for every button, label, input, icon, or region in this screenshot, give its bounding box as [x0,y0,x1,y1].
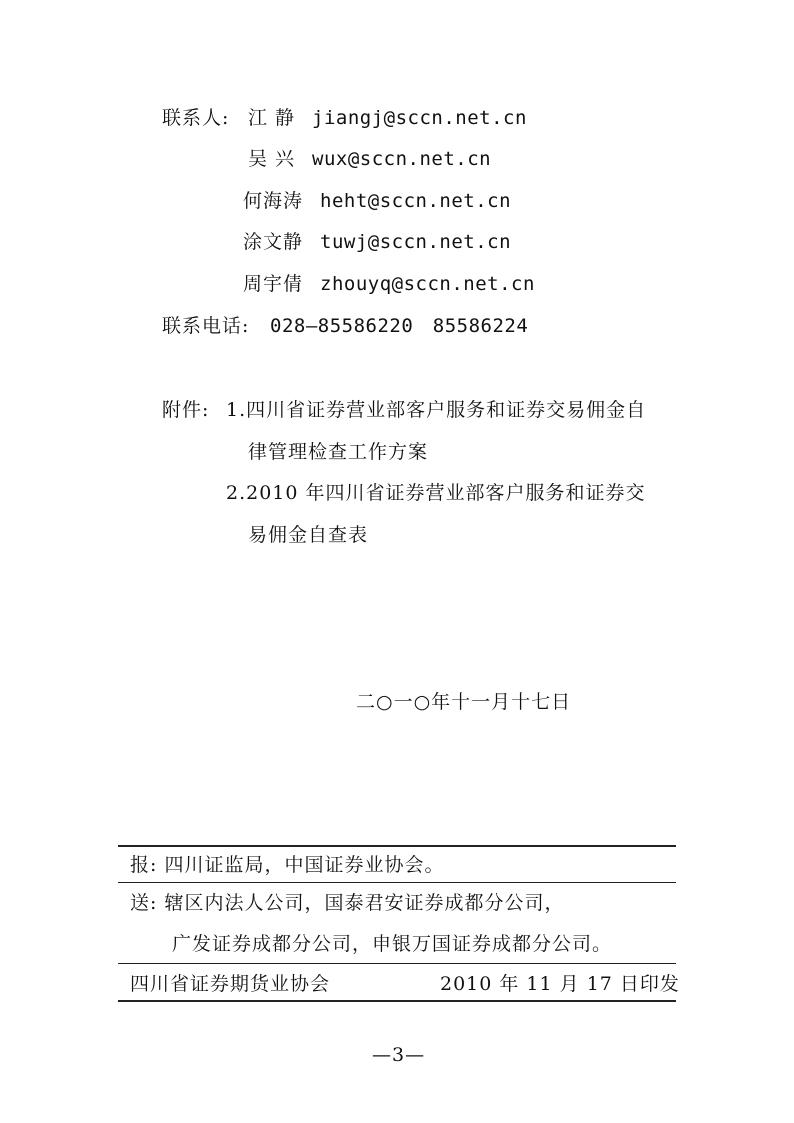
attachment-item-continued: 律管理检查工作方案 [248,441,429,463]
contact-email[interactable]: jiangj@sccn.net.cn [312,107,527,129]
issue-date: 2010 年 11 月 17 日印发 [440,973,680,995]
attachment-item: 1.四川省证券营业部客户服务和证券交易佣金自 [226,399,647,421]
page-number: —3— [372,1044,426,1066]
contact-name: 何海涛 [243,190,304,212]
attachments-label: 附件: [162,399,210,421]
contact-name: 吴 兴 [248,148,296,170]
distribution-top-rule [118,845,676,847]
phone-label: 联系电话: [162,315,250,337]
report-line: 报: 四川证监局，中国证券业协会。 [130,854,445,876]
contact-email[interactable]: wux@sccn.net.cn [312,148,492,170]
contact-email[interactable]: zhouyq@sccn.net.cn [320,273,535,295]
send-line: 送: 辖区内法人公司，国泰君安证券成都分公司， [130,892,565,914]
phone-value: 028—85586220 85586224 [270,315,529,337]
contact-name: 江 静 [248,107,296,129]
distribution-bottom-rule [118,1000,676,1002]
distribution-divider [118,882,676,883]
send-line-continued: 广发证券成都分公司，申银万国证券成都分公司。 [172,933,613,955]
contact-email[interactable]: tuwj@sccn.net.cn [320,231,512,253]
attachment-item-continued: 易佣金自查表 [248,524,369,546]
document-date: 二○一○年十一月十七日 [356,691,572,713]
contact-email[interactable]: heht@sccn.net.cn [320,190,512,212]
distribution-divider [118,963,676,964]
contact-name: 周宇倩 [243,273,304,295]
contacts-label: 联系人: [162,107,230,129]
attachment-item: 2.2010 年四川省证券营业部客户服务和证券交 [226,482,646,504]
contact-name: 涂文静 [243,231,304,253]
issuer: 四川省证券期货业协会 [130,973,331,995]
